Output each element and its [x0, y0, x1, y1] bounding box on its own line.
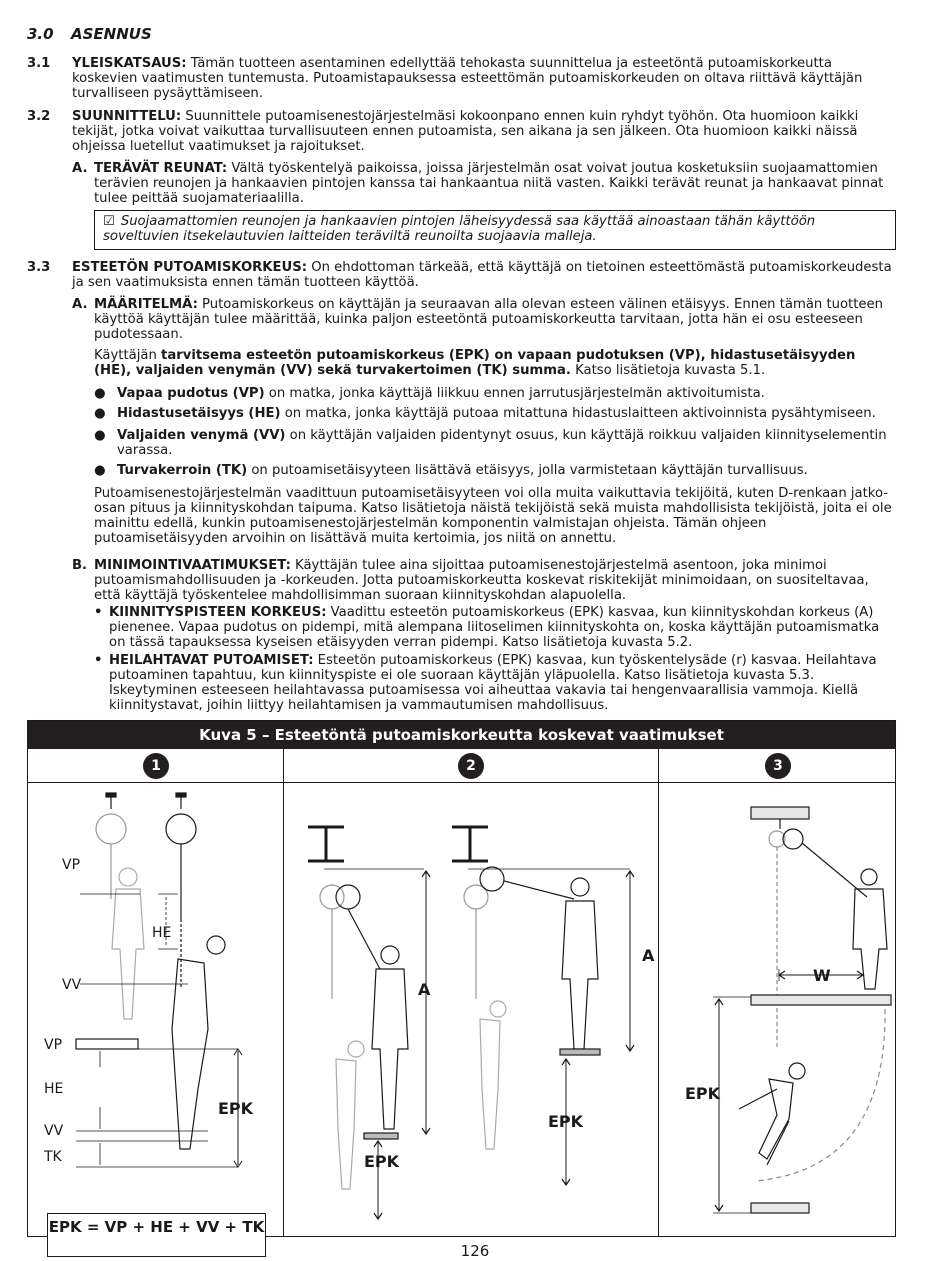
- paragraph-label: YLEISKATSAUS:: [72, 56, 187, 71]
- section-3-3: [27, 260, 897, 290]
- other-factors-paragraph: Putoamisenestojärjestelmän vaadittuun putoamisetäisyyteen voi olla muita vaikuttavia tekijöitä, kuten D-renkaan jatko-osan pituus ja kiinnityskohdan taipuma. Katso lisätietoja näistä tekijöistä sekä muista mahdollisista tekijöistä, joita ei ole mainittu edellä, kunkin putoamisenestojärjestelmän komponentin valmistajan ohjeista. Tämän ohjeen putoamisetäisyyden arvoihin on lisättävä muita kertoimia, jos niitä on annettu.: [94, 486, 892, 546]
- section-number: 3.3: [27, 260, 51, 275]
- note-text: Suojaamattomien reunojen ja hankaavien pintojen läheisyydessä saa käyttää ainoastaan tähän käyttöön soveltuvien itsekelautuvien laitteiden teräviltä reunoilta suojaavia malleja.: [103, 214, 816, 244]
- subsection-letter: A.: [72, 297, 88, 312]
- section-3-2: [27, 109, 897, 154]
- paragraph-label: SUUNNITTELU:: [72, 109, 182, 124]
- figure-panel-2: [284, 749, 659, 1236]
- panel-badge: 3: [765, 753, 791, 779]
- section-number: 3.1: [27, 56, 51, 71]
- list-item: • KIINNITYSPISTEEN KORKEUS: Vaadittu esteetön putoamiskorkeus (EPK) kasvaa, kun kiinnityskohdan korkeus (A) pienenee. Vapaa pudotus on pidempi, mitä alempana liitoselimen kiinnityskohta on, koska käyttäjän putoamismatka on tässä tapauksessa kyseisen etäisyyden verran pidempi. Katso lisätietoja kuvasta 5.2.: [94, 605, 880, 650]
- section-heading: [27, 27, 152, 42]
- checkbox-icon: ☑: [103, 214, 115, 229]
- paragraph-text: Tämän tuotteen asentaminen edellyttää tehokasta suunnittelua ja esteetöntä putoamiskorkeutta koskevien vaatimusten tuntemusta. Putoamistapauksessa esteettömän putoamiskorkeuden on oltava riittävä käyttäjän turvalliseen pysäyttämiseen.: [72, 56, 863, 101]
- bullet-icon: •: [94, 653, 103, 668]
- figure-panel-1: [28, 749, 284, 1236]
- label-vv-top: VV: [62, 977, 82, 993]
- panel-badge: 2: [458, 753, 484, 779]
- paragraph-label: ESTEETÖN PUTOAMISKORKEUS:: [72, 260, 308, 275]
- label-a-left: A: [418, 980, 431, 999]
- figure-panel-3: [659, 749, 895, 1236]
- bullet-icon: ●: [94, 406, 106, 421]
- subsection-sharp-edges: [72, 161, 897, 206]
- definition-formula-paragraph: Käyttäjän tarvitsema esteetön putoamiskorkeus (EPK) on vapaan pudotuksen (VP), hidastusetäisyyden (HE), valjaiden venymän (VV) sekä turvakertoimen (TK) summa. Katso lisätietoja kuvasta 5.1.: [94, 348, 856, 378]
- label-tk: TK: [44, 1149, 62, 1165]
- subsection-definition: [72, 297, 897, 342]
- label-a-right: A: [642, 946, 655, 965]
- paragraph-label: TERÄVÄT REUNAT:: [94, 161, 228, 176]
- subsection-letter: A.: [72, 161, 88, 176]
- section-3-1: [27, 56, 897, 101]
- subsection-minimization: [72, 558, 897, 603]
- label-epk-right: EPK: [548, 1112, 584, 1131]
- epk-formula: EPK = VP + HE + VV + TK: [47, 1213, 266, 1257]
- paragraph-label: MINIMOINTIVAATIMUKSET:: [94, 558, 291, 573]
- section-title: ASENNUS: [71, 25, 152, 43]
- bullet-icon: ●: [94, 386, 106, 401]
- label-vp-top: VP: [62, 857, 81, 873]
- bullet-icon: ●: [94, 463, 106, 478]
- label-epk-left: EPK: [364, 1152, 400, 1171]
- swing-fall-illustration: [659, 749, 895, 1236]
- paragraph-text: Vältä työskentelyä paikoissa, joissa järjestelmän osat voivat joutua kosketuksiin suojaamattomien terävien reunojen ja hankaavien pintojen kanssa tai hankaantua niitä vasten. Kaikki terävät reunat ja hankaavat pinnat tulee peittää suojamateriaalilla.: [94, 161, 884, 206]
- label-w: W: [813, 966, 831, 985]
- label-epk: EPK: [685, 1084, 721, 1103]
- subsection-letter: B.: [72, 558, 88, 573]
- list-item: ● Turvakerroin (TK) on putoamisetäisyyteen lisättävä etäisyys, jolla varmistetaan käyttäjän turvallisuus.: [94, 463, 808, 478]
- list-item: • HEILAHTAVAT PUTOAMISET: Esteetön putoamiskorkeus (EPK) kasvaa, kun työskentelysäde (r) kasvaa. Heilahtava putoaminen tapahtuu, kun kiinnityspiste ei ole suoraan käyttäjän yläpuolella. Katso lisätietoja kuvasta 5.3. Iskeytyminen esteeseen heilahtavassa putoamisessa voi aiheuttaa vakavia tai hengenvaarallisia vammoja. Kiellä kiinnitystavat, joihin liittyy heilahtamisen ja vammautumisen mahdollisuus.: [94, 653, 877, 713]
- formula-sentence: tarvitsema esteetön putoamiskorkeus (EPK) on vapaan pudotuksen (VP), hidastusetäisyyden (HE), valjaiden venymän (VV) sekä turvakertoimen (TK) summa.: [94, 348, 856, 378]
- paragraph-text: Käyttäjän tulee aina sijoittaa putoamisenestojärjestelmä asentoon, joka minimoi putoamismahdollisuuden ja -korkeuden. Jotta putoamiskorkeutta koskevat riskitekijät minimoidaan, on suositeltavaa, että käyttäjä työskentelee mahdollisimman suoraan kiinnityskohdan alapuolella.: [94, 558, 869, 603]
- figure-title: Kuva 5 – Esteetöntä putoamiskorkeutta koskevat vaatimukset: [28, 721, 895, 749]
- list-item: ● Valjaiden venymä (VV) on käyttäjän valjaiden pidentynyt osuus, kun käyttäjä roikkuu valjaiden kiinnityselementin varassa.: [94, 428, 887, 458]
- section-number: 3.0: [27, 25, 54, 43]
- paragraph-text: On ehdottoman tärkeää, että käyttäjä on tietoinen esteettömästä putoamiskorkeudesta ja sen vaatimuksista ennen tämän tuotteen käyttöä.: [72, 260, 892, 290]
- label-vp: VP: [44, 1037, 63, 1053]
- list-item: ● Hidastusetäisyys (HE) on matka, jonka käyttäjä putoaa mitattuna hidastuslaitteen aktivoinnista pysähtymiseen.: [94, 406, 876, 421]
- label-epk: EPK: [218, 1099, 254, 1118]
- bullet-icon: •: [94, 605, 103, 620]
- anchor-height-illustration: [284, 749, 659, 1236]
- paragraph-label: MÄÄRITELMÄ:: [94, 297, 198, 312]
- label-he-top: HE: [152, 925, 172, 941]
- paragraph-text: Putoamiskorkeus on käyttäjän ja seuraavan alla olevan esteen välinen etäisyys. Ennen tämän tuotteen käyttöä käyttäjän tulee määrittää, kuinka paljon esteetöntä putoamiskorkeutta tarvitaan, jotta hän ei osu esteeseen pudotessaan.: [94, 297, 883, 342]
- paragraph-text: Suunnittele putoamisenestojärjestelmäsi kokoonpano ennen kuin ryhdyt työhön. Ota huomioon kaikki tekijät, jotka voivat vaikuttaa turvallisuuteen ennen putoamista, sen aikana ja sen jälkeen. Ota huomioon kaikki näissä ohjeissa luetellut vaatimukset ja rajoitukset.: [72, 109, 859, 154]
- figure-5: [27, 720, 896, 1237]
- bullet-icon: ●: [94, 428, 106, 443]
- list-item: ● Vapaa pudotus (VP) on matka, jonka käyttäjä liikkuu ennen jarrutusjärjestelmän aktivoitumista.: [94, 386, 765, 401]
- note-box: [94, 210, 896, 250]
- label-he: HE: [44, 1081, 64, 1097]
- section-number: 3.2: [27, 109, 51, 124]
- fall-clearance-illustration: [28, 749, 284, 1236]
- panel-badge: 1: [143, 753, 169, 779]
- page-number: 126: [460, 1242, 490, 1260]
- label-vv: VV: [44, 1123, 64, 1139]
